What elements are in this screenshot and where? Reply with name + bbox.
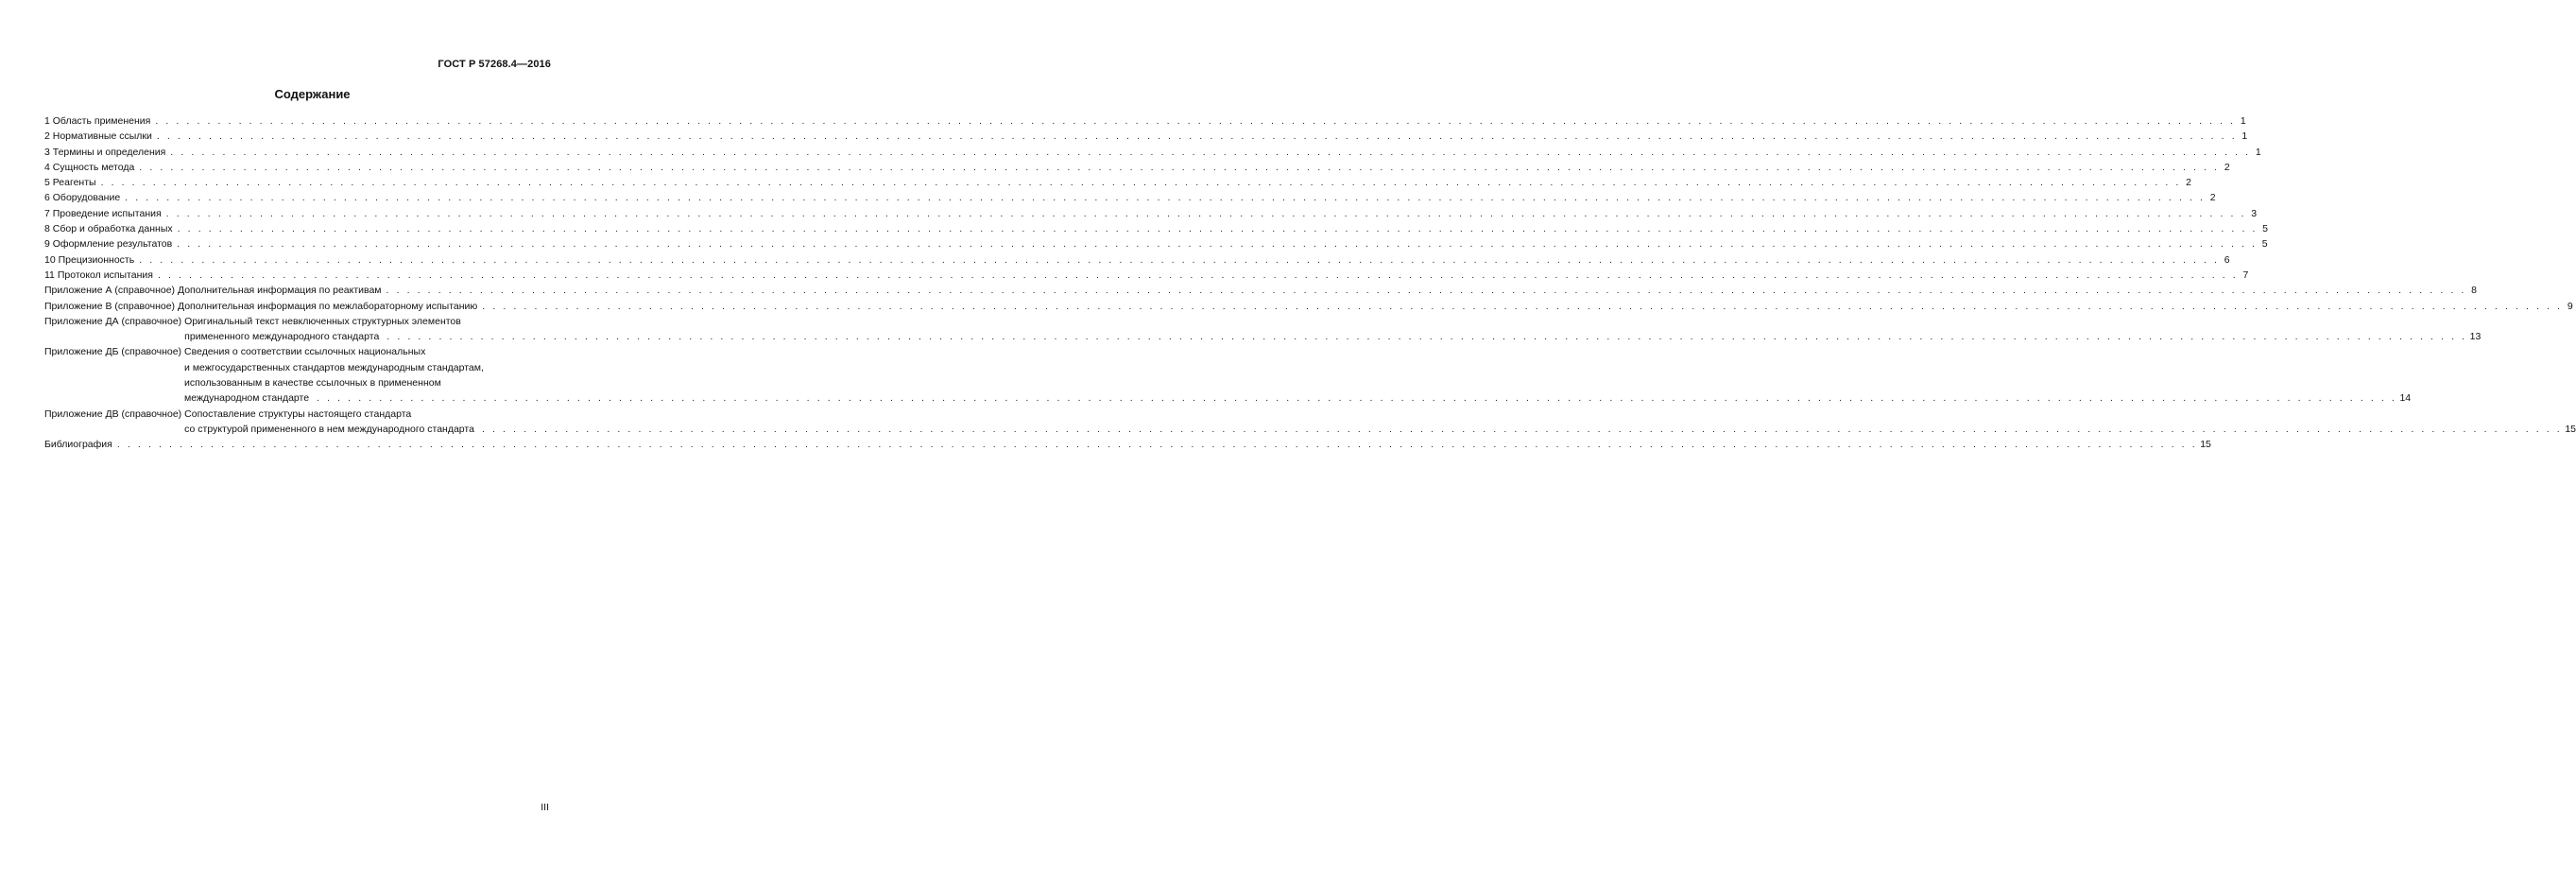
toc-entry-label: 10 Прецизионность bbox=[44, 253, 135, 266]
dot-leader: . . . . . . . . . . . . . . . . . . . . . . . . . . . . . . . . . . . . . . . . . . . . . . . . . . . . . . . . . . . . . . . . . . . . . . . . . . . . . . . . . . . . . . . . . . . . . . . . . . . . . . . . . . . . . . . . . . . . . . . . . . . . . . . . . . . . . . . . . . . . . . . . . . . . . . . . . . . . . . . . . . . . . . . . . . . . . . . . . . . . . . . . . . . . . . . . . . . . . . . . bbox=[177, 238, 2258, 251]
toc-entry-page: 15 bbox=[2200, 439, 2211, 451]
page-number: III bbox=[541, 802, 549, 813]
dot-leader: . . . . . . . . . . . . . . . . . . . . . . . . . . . . . . . . . . . . . . . . . . . . . . . . . . . . . . . . . . . . . . . . . . . . . . . . . . . . . . . . . . . . . . . . . . . . . . . . . . . . . . . . . . . . . . . . . . . . . . . . . . . . . . . . . . . . . . . . . . . . . . . . . . . . . . . . . . . . . . . . . . . . . . . . . . . . . . . . . . . . . . . . . . . . . . . . . . . . . . . . bbox=[177, 223, 2258, 235]
toc-entry-page: 2 bbox=[2224, 161, 2230, 173]
toc-appendix-entry[interactable] bbox=[44, 407, 2576, 438]
toc-entry-page: 6 bbox=[2224, 253, 2230, 266]
table-of-contents bbox=[44, 113, 2576, 453]
toc-entry-page: 13 bbox=[2469, 331, 2482, 343]
toc-entry-page: 2 bbox=[2209, 192, 2216, 204]
toc-entry-label: 11 Протокол испытания bbox=[44, 269, 153, 281]
toc-entry-label: 6 Оборудование bbox=[44, 192, 121, 204]
toc-appendix-entry[interactable] bbox=[44, 344, 2412, 406]
toc-entry[interactable] bbox=[44, 221, 2269, 236]
appendix-prefix: Приложение ДА (справочное) bbox=[44, 315, 182, 327]
toc-entry-label: 8 Сбор и обработка данных bbox=[44, 223, 173, 235]
appendix-title-line: Сопоставление структуры настоящего стандарта bbox=[184, 407, 412, 420]
dot-leader: . . . . . . . . . . . . . . . . . . . . . . . . . . . . . . . . . . . . . . . . . . . . . . . . . . . . . . . . . . . . . . . . . . . . . . . . . . . . . . . . . . . . . . . . . . . . . . . . . . . . . . . . . . . . . . . . . . . . . . . . . . . . . . . . . . . . . . . . . . . . . . . . . . . . . . . . . . . . . . . . . . . . . . . . . . . . . . . . . . . . . . . . . . . . . . . . . . . . . . . . bbox=[139, 253, 2220, 266]
appendix-prefix: Приложение ДБ (справочное) bbox=[44, 346, 182, 358]
dot-leader: . . . . . . . . . . . . . . . . . . . . . . . . . . . . . . . . . . . . . . . . . . . . . . . . . . . . . . . . . . . . . . . . . . . . . . . . . . . . . . . . . . . . . . . . . . . . . . . . . . . . . . . . . . . . . . . . . . . . . . . . . . . . . . . . . . . . . . . . . . . . . . . . . . . . . . . . . . . . . . . . . . . . . . . . . . . . . . . . . . . . . . . . . . . . . . . . . . . . . . . . bbox=[481, 423, 2563, 435]
appendix-title-line: Оригинальный текст невключенных структурных элементов bbox=[184, 315, 461, 327]
toc-entry-page: 5 bbox=[2261, 238, 2268, 251]
dot-leader: . . . . . . . . . . . . . . . . . . . . . . . . . . . . . . . . . . . . . . . . . . . . . . . . . . . . . . . . . . . . . . . . . . . . . . . . . . . . . . . . . . . . . . . . . . . . . . . . . . . . . . . . . . . . . . . . . . . . . . . . . . . . . . . . . . . . . . . . . . . . . . . . . . . . . . . . . . . . . . . . . . . . . . . . . . . . . . . . . . . . . . . . . . . . . . . . . . . . . . . . bbox=[157, 269, 2239, 281]
toc-entry-page: 7 bbox=[2242, 269, 2249, 281]
dot-leader: . . . . . . . . . . . . . . . . . . . . . . . . . . . . . . . . . . . . . . . . . . . . . . . . . . . . . . . . . . . . . . . . . . . . . . . . . . . . . . . . . . . . . . . . . . . . . . . . . . . . . . . . . . . . . . . . . . . . . . . . . . . . . . . . . . . . . . . . . . . . . . . . . . . . . . . . . . . . . . . . . . . . . . . . . . . . . . . . . . . . . . . . . . . . . . . . . . . . . . . . bbox=[139, 161, 2220, 173]
toc-entry[interactable] bbox=[44, 252, 2230, 268]
toc-entry[interactable] bbox=[44, 190, 2216, 205]
appendix-title-line: и межгосударственных стандартов международным стандартам, bbox=[184, 361, 484, 373]
appendix-title-line: международном стандарте bbox=[184, 392, 310, 405]
dot-leader: . . . . . . . . . . . . . . . . . . . . . . . . . . . . . . . . . . . . . . . . . . . . . . . . . . . . . . . . . . . . . . . . . . . . . . . . . . . . . . . . . . . . . . . . . . . . . . . . . . . . . . . . . . . . . . . . . . . . . . . . . . . . . . . . . . . . . . . . . . . . . . . . . . . . . . . . . . . . . . . . . . . . . . . . . . . . . . . . . . . . . . . . . . . . . . . . . . . . . . . . bbox=[155, 115, 2236, 127]
toc-entry-label: 5 Реагенты bbox=[44, 177, 96, 189]
dot-leader: . . . . . . . . . . . . . . . . . . . . . . . . . . . . . . . . . . . . . . . . . . . . . . . . . . . . . . . . . . . . . . . . . . . . . . . . . . . . . . . . . . . . . . . . . . . . . . . . . . . . . . . . . . . . . . . . . . . . . . . . . . . . . . . . . . . . . . . . . . . . . . . . . . . . . . . . . . . . . . . . . . . . . . . . . . . . . . . . . . . . . . . . . . . . . . . . . . . . . . . . bbox=[170, 146, 2251, 158]
toc-entry[interactable] bbox=[44, 236, 2268, 251]
appendix-prefix: Приложение ДВ (справочное) bbox=[44, 407, 182, 420]
toc-entry-page: 15 bbox=[2565, 423, 2576, 435]
dot-leader: . . . . . . . . . . . . . . . . . . . . . . . . . . . . . . . . . . . . . . . . . . . . . . . . . . . . . . . . . . . . . . . . . . . . . . . . . . . . . . . . . . . . . . . . . . . . . . . . . . . . . . . . . . . . . . . . . . . . . . . . . . . . . . . . . . . . . . . . . . . . . . . . . . . . . . . . . . . . . . . . . . . . . . . . . . . . . . . . . . . . . . . . . . . . . . . . . . . . . . . . bbox=[386, 285, 2466, 297]
toc-entry[interactable] bbox=[44, 299, 2573, 314]
toc-entry-page: 2 bbox=[2186, 177, 2191, 189]
dot-leader: . . . . . . . . . . . . . . . . . . . . . . . . . . . . . . . . . . . . . . . . . . . . . . . . . . . . . . . . . . . . . . . . . . . . . . . . . . . . . . . . . . . . . . . . . . . . . . . . . . . . . . . . . . . . . . . . . . . . . . . . . . . . . . . . . . . . . . . . . . . . . . . . . . . . . . . . . . . . . . . . . . . . . . . . . . . . . . . . . . . . . . . . . . . . . . . . . . . . . . . . bbox=[317, 392, 2397, 405]
toc-entry-label: 4 Сущность метода bbox=[44, 161, 135, 173]
toc-entry[interactable] bbox=[44, 145, 2261, 160]
toc-entry-page: 8 bbox=[2471, 285, 2477, 297]
dot-leader: . . . . . . . . . . . . . . . . . . . . . . . . . . . . . . . . . . . . . . . . . . . . . . . . . . . . . . . . . . . . . . . . . . . . . . . . . . . . . . . . . . . . . . . . . . . . . . . . . . . . . . . . . . . . . . . . . . . . . . . . . . . . . . . . . . . . . . . . . . . . . . . . . . . . . . . . . . . . . . . . . . . . . . . . . . . . . . . . . . . . . . . . . . . . . . . . . . . . . . . . bbox=[165, 207, 2247, 219]
toc-entry-page: 1 bbox=[2240, 115, 2246, 127]
dot-leader: . . . . . . . . . . . . . . . . . . . . . . . . . . . . . . . . . . . . . . . . . . . . . . . . . . . . . . . . . . . . . . . . . . . . . . . . . . . . . . . . . . . . . . . . . . . . . . . . . . . . . . . . . . . . . . . . . . . . . . . . . . . . . . . . . . . . . . . . . . . . . . . . . . . . . . . . . . . . . . . . . . . . . . . . . . . . . . . . . . . . . . . . . . . . . . . . . . . . . . . . bbox=[386, 331, 2467, 343]
dot-leader: . . . . . . . . . . . . . . . . . . . . . . . . . . . . . . . . . . . . . . . . . . . . . . . . . . . . . . . . . . . . . . . . . . . . . . . . . . . . . . . . . . . . . . . . . . . . . . . . . . . . . . . . . . . . . . . . . . . . . . . . . . . . . . . . . . . . . . . . . . . . . . . . . . . . . . . . . . . . . . . . . . . . . . . . . . . . . . . . . . . . . . . . . . . . . . . . . . . . . . . . bbox=[100, 177, 2181, 189]
toc-entry-label: 9 Оформление результатов bbox=[44, 238, 173, 251]
dot-leader: . . . . . . . . . . . . . . . . . . . . . . . . . . . . . . . . . . . . . . . . . . . . . . . . . . . . . . . . . . . . . . . . . . . . . . . . . . . . . . . . . . . . . . . . . . . . . . . . . . . . . . . . . . . . . . . . . . . . . . . . . . . . . . . . . . . . . . . . . . . . . . . . . . . . . . . . . . . . . . . . . . . . . . . . . . . . . . . . . . . . . . . . . . . . . . . . . . . . . . . . bbox=[482, 300, 2563, 312]
page-title: Содержание bbox=[274, 87, 351, 101]
toc-entry[interactable] bbox=[44, 206, 2258, 221]
toc-entry-label: Приложение А (справочное) Дополнительная информация по реактивам bbox=[44, 285, 382, 297]
toc-entry[interactable] bbox=[44, 268, 2249, 283]
appendix-title-line: примененного международного стандарта bbox=[184, 331, 380, 343]
toc-entry-label: 3 Термины и определения bbox=[44, 146, 166, 158]
dot-leader: . . . . . . . . . . . . . . . . . . . . . . . . . . . . . . . . . . . . . . . . . . . . . . . . . . . . . . . . . . . . . . . . . . . . . . . . . . . . . . . . . . . . . . . . . . . . . . . . . . . . . . . . . . . . . . . . . . . . . . . . . . . . . . . . . . . . . . . . . . . . . . . . . . . . . . . . . . . . . . . . . . . . . . . . . . . . . . . . . . . . . . . . . . . . . . . . . . . . . . . . bbox=[116, 439, 2198, 451]
dot-leader: . . . . . . . . . . . . . . . . . . . . . . . . . . . . . . . . . . . . . . . . . . . . . . . . . . . . . . . . . . . . . . . . . . . . . . . . . . . . . . . . . . . . . . . . . . . . . . . . . . . . . . . . . . . . . . . . . . . . . . . . . . . . . . . . . . . . . . . . . . . . . . . . . . . . . . . . . . . . . . . . . . . . . . . . . . . . . . . . . . . . . . . . . . . . . . . . . . . . . . . . bbox=[125, 192, 2206, 204]
appendix-title-line: со структурой примененного в нем международного стандарта bbox=[184, 423, 474, 435]
toc-entry[interactable] bbox=[44, 129, 2248, 144]
appendix-title-line: Сведения о соответствии ссылочных национальных bbox=[184, 346, 426, 358]
toc-entry-page: 9 bbox=[2567, 300, 2573, 312]
toc-entry-label: 7 Проведение испытания bbox=[44, 207, 162, 219]
toc-entry-label: 1 Область применения bbox=[44, 115, 151, 127]
toc-entry-label: 2 Нормативные ссылки bbox=[44, 130, 152, 143]
toc-entry-page: 14 bbox=[2399, 392, 2412, 405]
toc-entry-label: Приложение В (справочное) Дополнительная информация по межлабораторному испытанию bbox=[44, 300, 478, 312]
toc-entry-page: 3 bbox=[2251, 207, 2258, 219]
toc-entry-label: Библиография bbox=[44, 439, 112, 451]
dot-leader: . . . . . . . . . . . . . . . . . . . . . . . . . . . . . . . . . . . . . . . . . . . . . . . . . . . . . . . . . . . . . . . . . . . . . . . . . . . . . . . . . . . . . . . . . . . . . . . . . . . . . . . . . . . . . . . . . . . . . . . . . . . . . . . . . . . . . . . . . . . . . . . . . . . . . . . . . . . . . . . . . . . . . . . . . . . . . . . . . . . . . . . . . . . . . . . . . . . . . . . . bbox=[156, 130, 2238, 143]
toc-entry-bibliography[interactable] bbox=[44, 437, 2211, 452]
toc-entry[interactable] bbox=[44, 113, 2246, 129]
toc-entry-page: 1 bbox=[2255, 146, 2261, 158]
toc-entry-page: 1 bbox=[2241, 130, 2248, 143]
toc-appendix-entry[interactable] bbox=[44, 314, 2482, 345]
toc-entry[interactable] bbox=[44, 283, 2477, 298]
appendix-title-line: использованным в качестве ссылочных в примененном bbox=[184, 377, 441, 390]
toc-entry[interactable] bbox=[44, 175, 2191, 190]
toc-entry[interactable] bbox=[44, 160, 2230, 175]
toc-entry-page: 5 bbox=[2262, 223, 2269, 235]
document-code: ГОСТ Р 57268.4—2016 bbox=[438, 59, 551, 70]
